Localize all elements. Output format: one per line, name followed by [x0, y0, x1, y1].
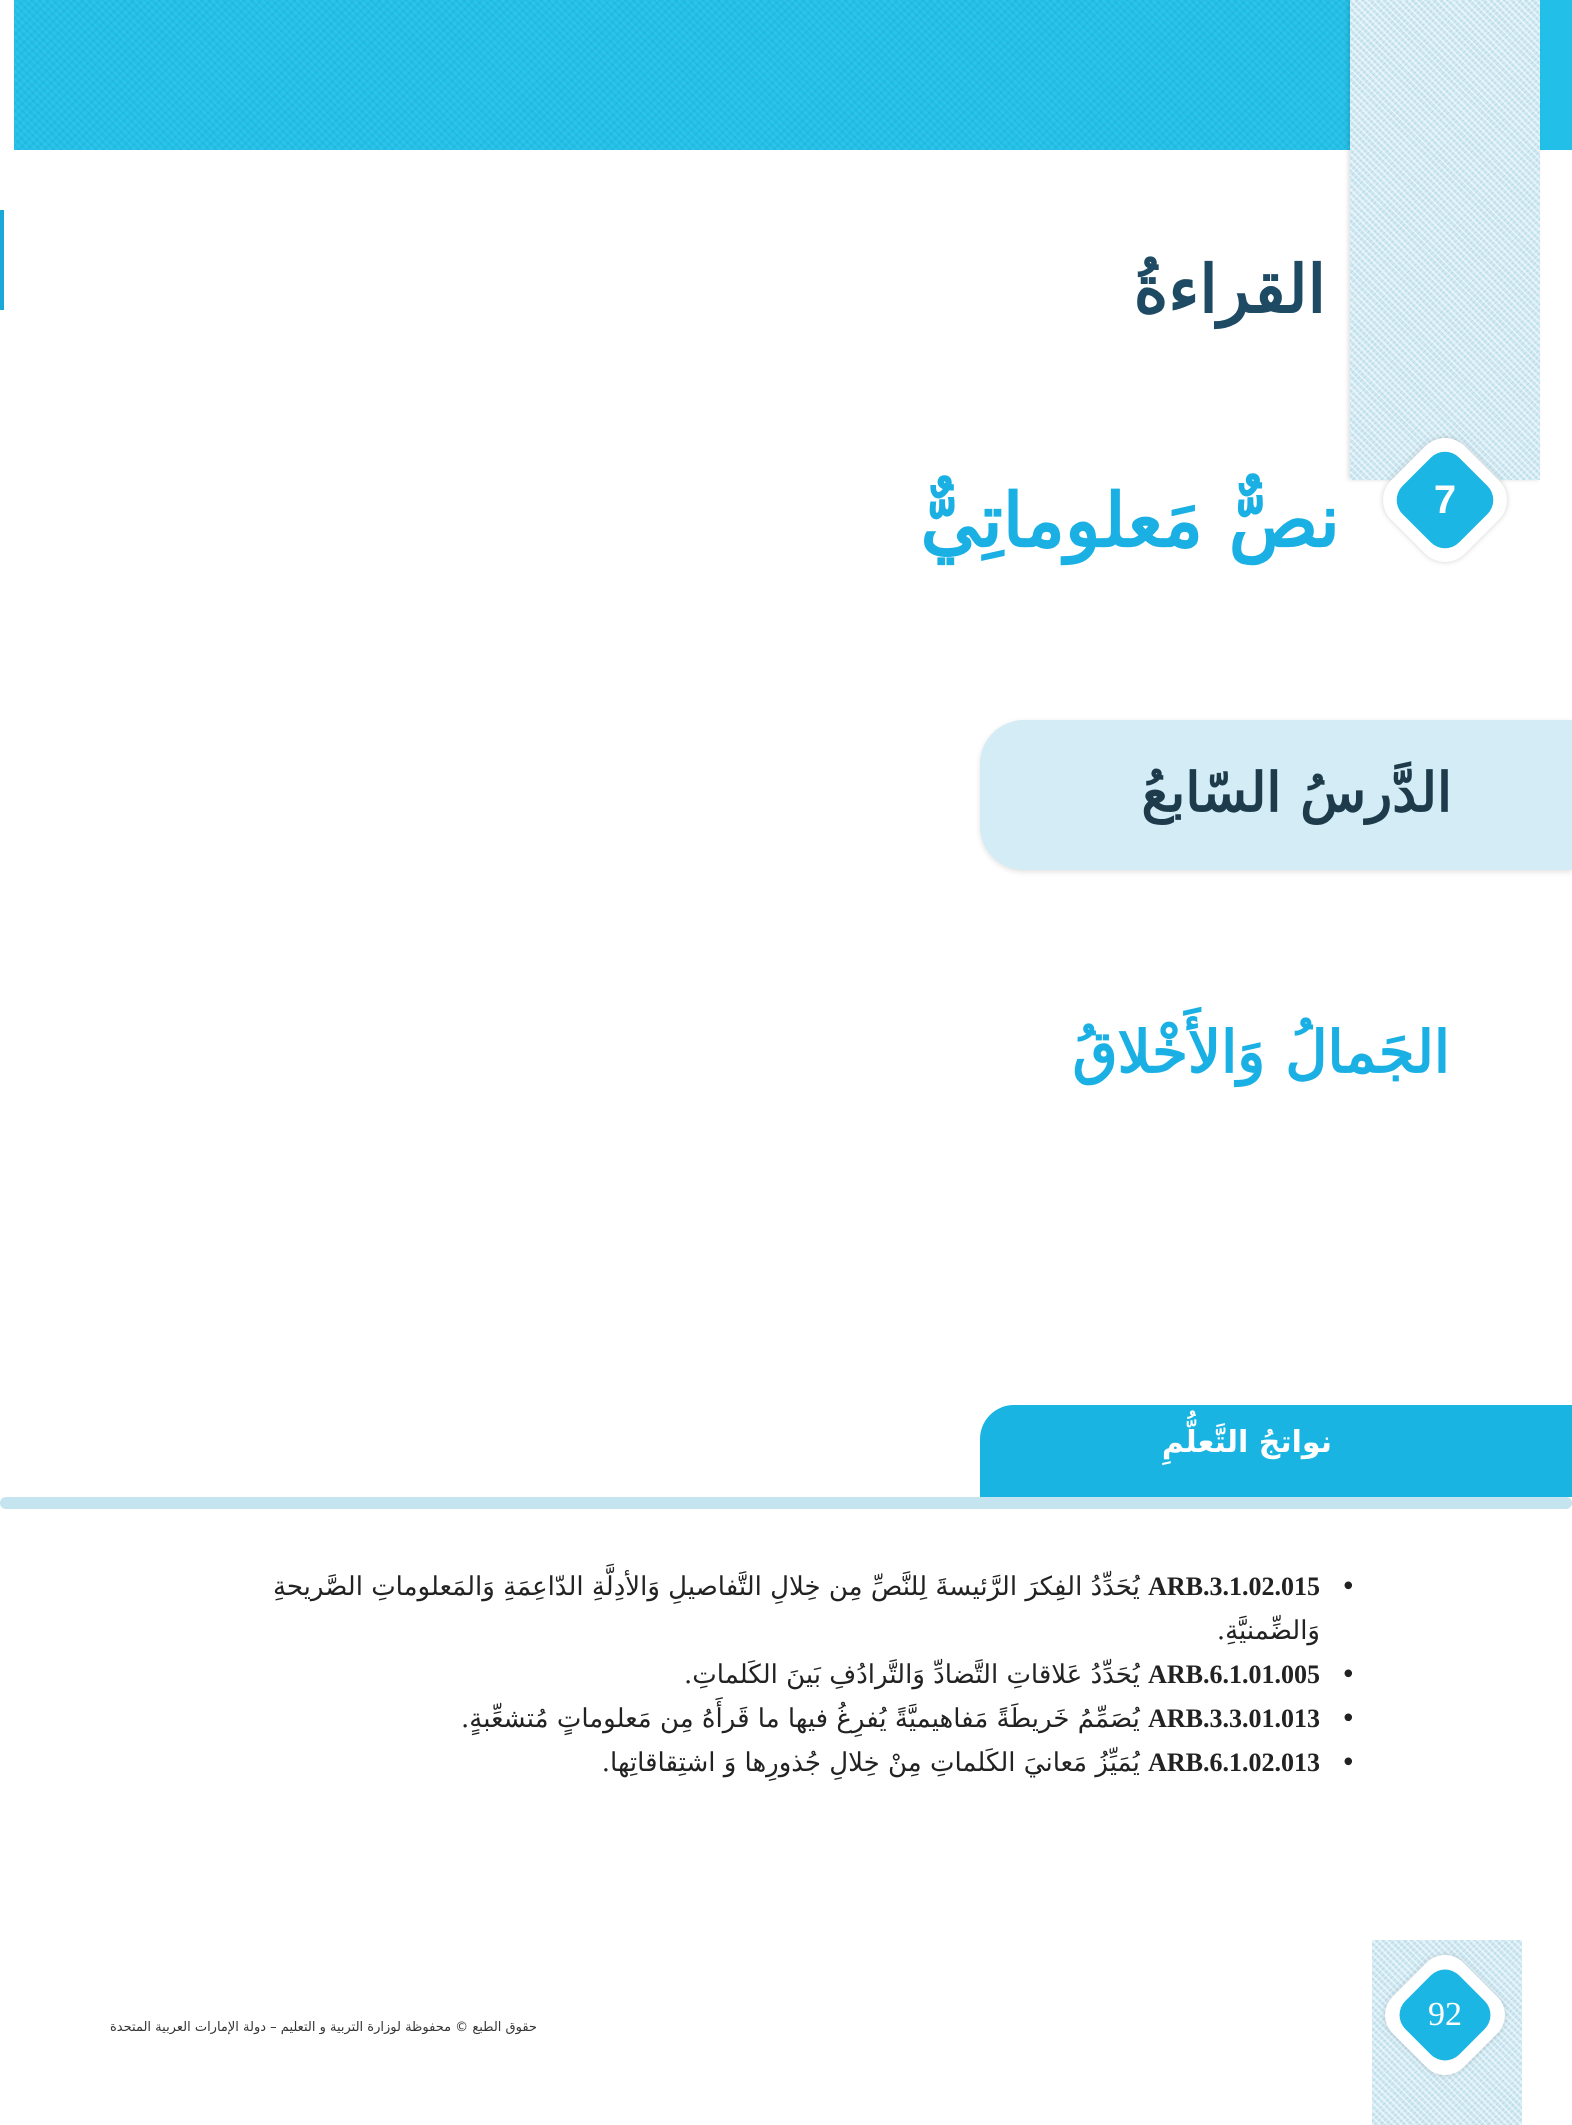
- list-item: [190, 1653, 1320, 1697]
- outcome-code: ARB.3.1.02.015: [1148, 1572, 1320, 1601]
- unit-number-badge: [1375, 440, 1515, 560]
- lesson-label: الدَّرسُ السّابعُ: [1141, 760, 1452, 824]
- lesson-title: الجَمالُ وَالأَخْلاقُ: [1072, 1018, 1450, 1086]
- outcome-code: ARB.6.1.02.013: [1148, 1748, 1320, 1777]
- outcome-code: ARB.3.3.01.013: [1148, 1704, 1320, 1733]
- outcomes-list: [190, 1565, 1356, 1785]
- chapter-ribbon: [1350, 0, 1540, 480]
- page-number-badge: [1375, 1955, 1515, 2075]
- top-header-band-edge: [1540, 0, 1572, 150]
- outcome-code: ARB.6.1.01.005: [1148, 1660, 1320, 1689]
- left-edge-marker: [0, 210, 4, 310]
- outcome-text: يُمَيِّزُ مَعانيَ الكَلماتِ مِنْ خِلالِ جُذورِها وَ اشتِقاقاتِها.: [601, 1748, 1140, 1778]
- outcome-text: يُصَمِّمُ خَريطَةً مَفاهيميَّةً يُفرِغُ فيها ما قَرأَهُ مِن مَعلوماتٍ مُتشعِّبةٍ.: [461, 1704, 1140, 1734]
- outcome-text: يُحَدِّدُ عَلاقاتِ التَّضادِّ وَالتَّرادُفِ بَينَ الكَلماتِ.: [684, 1660, 1140, 1690]
- unit-number: 7: [1433, 477, 1457, 522]
- section-divider: [0, 1497, 1572, 1509]
- copyright-notice: حقوق الطبع © محفوظة لوزارة التربية و التعليم – دولة الإمارات العربية المتحدة: [110, 2020, 537, 2035]
- outcomes-heading: نواتجُ التَّعلُّمِ: [1161, 1425, 1332, 1460]
- top-header-band: [14, 0, 1530, 150]
- page-number: 92: [1428, 1996, 1462, 2033]
- list-item: [190, 1697, 1320, 1741]
- section-title: القراءةُ: [1133, 250, 1326, 328]
- list-item: [190, 1565, 1320, 1653]
- outcome-text: يُحَدِّدُ الفِكرَ الرَّئيسةَ لِلنَّصِّ مِن خِلالِ التَّفاصيلِ وَالأدِلَّةِ الدّاعِمَةِ وَالمَعلوماتِ الصَّريحةِ وَالضِّمنيَّةِ.: [272, 1572, 1320, 1646]
- unit-title: نصٌّ مَعلوماتِيٌّ: [920, 478, 1340, 564]
- list-item: [190, 1741, 1320, 1785]
